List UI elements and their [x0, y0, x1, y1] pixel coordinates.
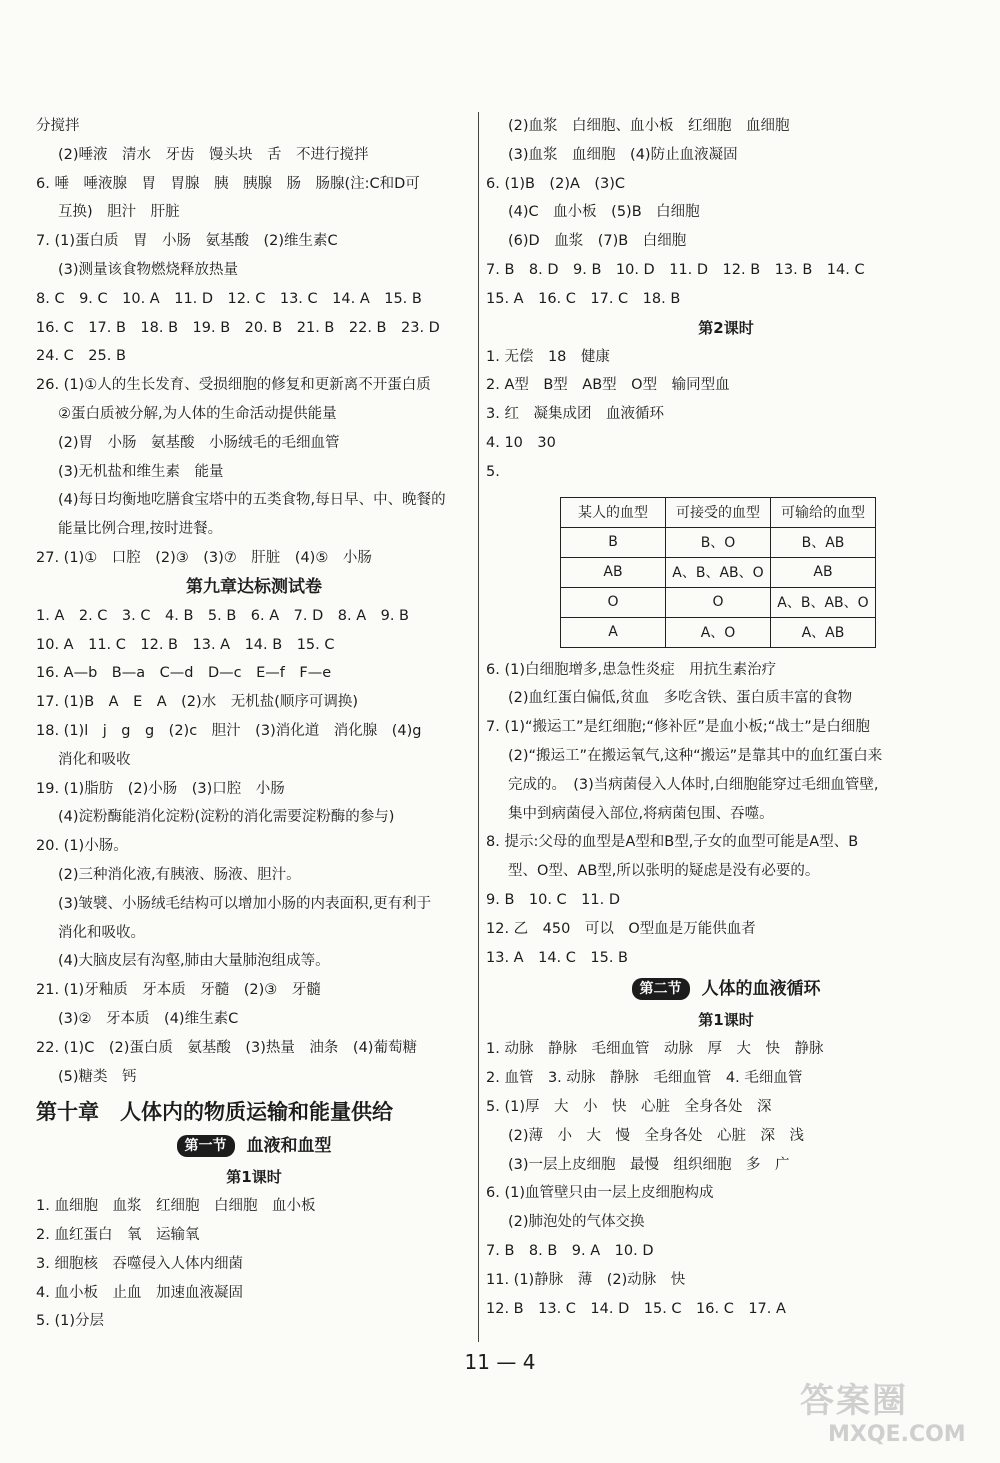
- answer-line: (2)“搬运工”在搬运氧气,这种“搬运”是靠其中的血红蛋白来: [508, 747, 883, 764]
- answer-line: 7. (1)“搬运工”是红细胞;“修补匠”是血小板;“战士”是白细胞: [486, 719, 870, 736]
- answer-line: (4)大脑皮层有沟壑,肺由大量肺泡组成等。: [58, 953, 330, 970]
- left-column: [36, 112, 472, 1336]
- answer-block: [486, 343, 966, 487]
- right-column: [486, 112, 966, 1323]
- table-cell: O: [561, 587, 666, 617]
- answer-line: 10. A 11. C 12. B 13. A 14. B 15. C: [36, 636, 335, 653]
- blood-type-table: [560, 497, 876, 648]
- section-badge: 第二节: [632, 978, 690, 1000]
- table-cell: A、B、AB、O: [771, 587, 876, 617]
- table-cell: A、AB: [771, 617, 876, 647]
- answer-line: 完成的。 (3)当病菌侵入人体时,白细胞能穿过毛细血管壁,: [508, 776, 879, 793]
- answer-line: 集中到病菌侵入部位,将病菌包围、吞噬。: [508, 805, 774, 822]
- table-row: [561, 617, 876, 647]
- answer-line: 6. (1)白细胞增多,患急性炎症 用抗生素治疗: [486, 661, 777, 678]
- answer-block: [486, 112, 966, 314]
- lesson-heading: 第1课时: [226, 1168, 282, 1187]
- answer-line: (2)薄 小 大 慢 全身各处 心脏 深 浅: [508, 1127, 805, 1144]
- answer-line: 消化和吸收。: [58, 924, 145, 941]
- lesson-heading: 第2课时: [698, 318, 754, 337]
- answer-line: 互换) 胆汁 肝脏: [58, 204, 180, 221]
- answer-line: 19. (1)脂肪 (2)小肠 (3)口腔 小肠: [36, 780, 285, 797]
- table-row: [561, 557, 876, 587]
- answer-line: (3)一层上皮细胞 最慢 组织细胞 多 广: [508, 1156, 790, 1173]
- answer-block: [36, 1192, 472, 1336]
- answer-line: (2)血红蛋白偏低,贫血 多吃含铁、蛋白质丰富的食物: [508, 690, 853, 707]
- watermark-url: MXQE.COM: [828, 1422, 966, 1447]
- answer-line: 6. (1)B (2)A (3)C: [486, 175, 626, 192]
- answer-line: (5)糖类 钙: [58, 1068, 137, 1085]
- answer-line: 20. (1)小肠。: [36, 838, 128, 855]
- section-title: 血液和血型: [246, 1136, 332, 1157]
- page-number: 11 — 4: [464, 1350, 536, 1374]
- answer-line: 2. 血红蛋白 氧 运输氧: [36, 1227, 200, 1244]
- answer-line: 15. A 16. C 17. C 18. B: [486, 290, 681, 307]
- answer-line: 7. (1)蛋白质 胃 小肠 氨基酸 (2)维生素C: [36, 233, 338, 250]
- answer-line: (4)淀粉酶能消化淀粉(淀粉的消化需要淀粉酶的参与): [58, 809, 395, 826]
- table-cell: A、B、AB、O: [666, 557, 771, 587]
- answer-line: (3)无机盐和维生素 能量: [58, 463, 224, 480]
- answer-line: (6)D 血浆 (7)B 白细胞: [508, 233, 687, 250]
- table-cell: AB: [561, 557, 666, 587]
- answer-line: (4)C 血小板 (5)B 白细胞: [508, 204, 700, 221]
- answer-line: (2)肺泡处的气体交换: [508, 1214, 645, 1231]
- column-divider: [478, 112, 479, 1342]
- answer-line: 8. 提示:父母的血型是A型和B型,子女的血型可能是A型、B: [486, 834, 859, 851]
- section-badge: 第一节: [177, 1135, 235, 1157]
- section-heading: [36, 1131, 472, 1161]
- answer-line: (3)② 牙本质 (4)维生素C: [58, 1010, 239, 1027]
- answer-line: 3. 红 凝集成团 血液循环: [486, 406, 664, 423]
- answer-line: 2. 血管 3. 动脉 静脉 毛细血管 4. 毛细血管: [486, 1070, 803, 1087]
- answer-line: 21. (1)牙釉质 牙本质 牙髓 (2)③ 牙髓: [36, 982, 321, 999]
- answer-line: 4. 10 30: [486, 434, 556, 451]
- lesson-heading: 第1课时: [698, 1011, 754, 1030]
- answer-line: 能量比例合理,按时进餐。: [58, 521, 223, 538]
- table-header: 可输给的血型: [771, 497, 876, 527]
- section-heading: [486, 974, 966, 1004]
- table-row: [561, 587, 876, 617]
- answer-line: 9. B 10. C 11. D: [486, 891, 621, 908]
- table-cell: B、AB: [771, 527, 876, 557]
- answer-line: (3)血浆 血细胞 (4)防止血液凝固: [508, 146, 738, 163]
- watermark-logo: [800, 1382, 985, 1457]
- answer-line: 2. A型 B型 AB型 O型 输同型血: [486, 377, 730, 394]
- answer-line: 13. A 14. C 15. B: [486, 949, 628, 966]
- table-cell: AB: [771, 557, 876, 587]
- answer-block: [36, 112, 472, 573]
- answer-line: 6. 唾 唾液腺 胃 胃腺 胰 胰腺 肠 肠腺(注:C和D可: [36, 175, 420, 192]
- answer-line: (2)胃 小肠 氨基酸 小肠绒毛的毛细血管: [58, 434, 340, 451]
- answer-line: 7. B 8. D 9. B 10. D 11. D 12. B 13. B 14. C: [486, 261, 865, 278]
- answer-block: [36, 602, 472, 1092]
- table-row: [561, 527, 876, 557]
- answer-line: 1. 血细胞 血浆 红细胞 白细胞 血小板: [36, 1198, 316, 1215]
- answer-line: 12. 乙 450 可以 O型血是万能供血者: [486, 920, 756, 937]
- answer-line: 5.: [486, 463, 500, 480]
- answer-line: 1. 动脉 静脉 毛细血管 动脉 厚 大 快 静脉: [486, 1041, 824, 1058]
- table-cell: A、O: [666, 617, 771, 647]
- answer-line: (4)每日均衡地吃膳食宝塔中的五类食物,每日早、中、晚餐的: [58, 492, 446, 509]
- answer-line: 5. (1)分层: [36, 1313, 104, 1330]
- table-cell: A: [561, 617, 666, 647]
- answer-line: 分搅拌: [36, 118, 80, 134]
- table-cell: O: [666, 587, 771, 617]
- answer-line: 3. 细胞核 吞噬侵入人体内细菌: [36, 1255, 243, 1272]
- answer-line: 26. (1)①人的生长发育、受损细胞的修复和更新离不开蛋白质: [36, 377, 431, 394]
- answer-line: 1. 无偿 18 健康: [486, 348, 610, 365]
- answer-line: ②蛋白质被分解,为人体的生命活动提供能量: [58, 405, 337, 422]
- answer-line: 7. B 8. B 9. A 10. D: [486, 1242, 654, 1259]
- answer-line: 24. C 25. B: [36, 348, 126, 365]
- table-header: 某人的血型: [561, 497, 666, 527]
- table-cell: B、O: [666, 527, 771, 557]
- answer-line: 27. (1)① 口腔 (2)③ (3)⑦ 肝脏 (4)⑤ 小肠: [36, 549, 372, 566]
- answer-line: 1. A 2. C 3. C 4. B 5. B 6. A 7. D 8. A 9. B: [36, 607, 410, 624]
- answer-line: 16. A—b B—a C—d D—c E—f F—e: [36, 665, 332, 682]
- answer-line: 8. C 9. C 10. A 11. D 12. C 13. C 14. A 15. B: [36, 290, 422, 307]
- table-header-row: [561, 497, 876, 527]
- answer-line: (3)测量该食物燃烧释放热量: [58, 261, 239, 278]
- answer-line: 17. (1)B A E A (2)水 无机盐(顺序可调换): [36, 694, 359, 711]
- answer-line: 5. (1)厚 大 小 快 心脏 全身各处 深: [486, 1098, 772, 1115]
- answer-line: (2)唾液 清水 牙齿 馒头块 舌 不进行搅拌: [58, 146, 369, 163]
- section-title: 人体的血液循环: [701, 979, 821, 1000]
- answer-line: 消化和吸收: [58, 751, 131, 768]
- test-heading: 第九章达标测试卷: [186, 576, 322, 597]
- answer-line: 12. B 13. C 14. D 15. C 16. C 17. A: [486, 1300, 786, 1317]
- table-cell: B: [561, 527, 666, 557]
- answer-line: 16. C 17. B 18. B 19. B 20. B 21. B 22. B 23. D: [36, 319, 440, 336]
- answer-line: 4. 血小板 止血 加速血液凝固: [36, 1284, 243, 1301]
- watermark-text: 答案圈: [800, 1381, 908, 1421]
- answer-block: [486, 1035, 966, 1323]
- answer-line: 型、O型、AB型,所以张明的疑虑是没有必要的。: [508, 863, 820, 880]
- table-header: 可接受的血型: [666, 497, 771, 527]
- chapter-title: 第十章 人体内的物质运输和能量供给: [36, 1100, 393, 1125]
- answer-block: [486, 656, 966, 973]
- answer-line: (3)皱襞、小肠绒毛结构可以增加小肠的内表面积,更有利于: [58, 895, 432, 912]
- answer-line: 6. (1)血管壁只由一层上皮细胞构成: [486, 1185, 714, 1202]
- answer-line: 18. (1)l j g g (2)c 胆汁 (3)消化道 消化腺 (4)g: [36, 722, 422, 739]
- answer-line: (2)三种消化液,有胰液、肠液、胆汁。: [58, 866, 301, 883]
- answer-line: (2)血浆 白细胞、血小板 红细胞 血细胞: [508, 118, 790, 134]
- answer-line: 22. (1)C (2)蛋白质 氨基酸 (3)热量 油条 (4)葡萄糖: [36, 1039, 417, 1056]
- answer-line: 11. (1)静脉 薄 (2)动脉 快: [486, 1271, 686, 1288]
